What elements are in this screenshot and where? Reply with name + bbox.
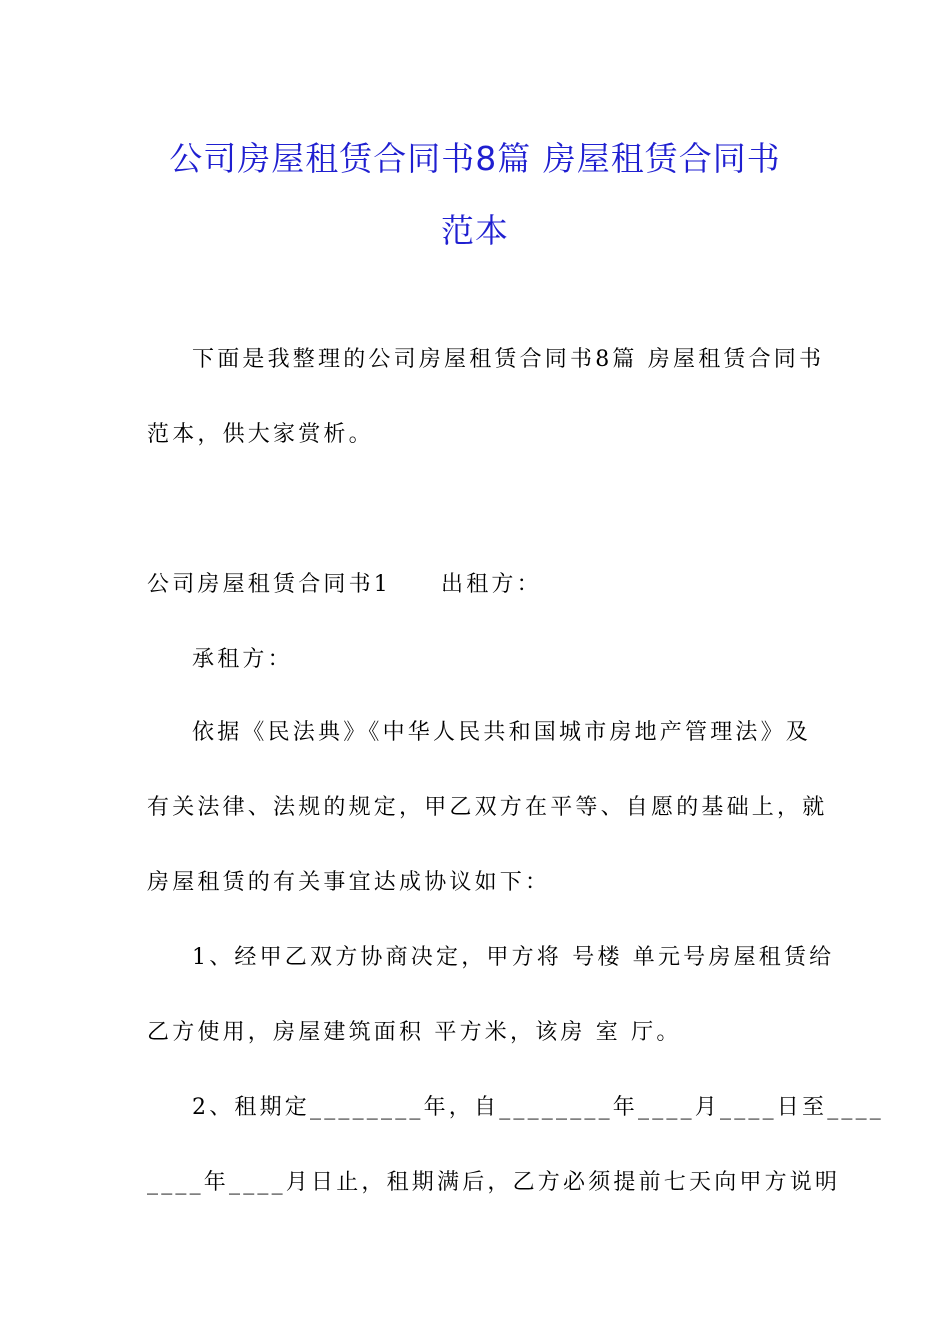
document-title-line-2: 范本: [441, 211, 509, 250]
document-title-line-1: 公司房屋租赁合同书8篇 房屋租赁合同书: [169, 139, 781, 178]
paragraph-1-line-3: 房屋租赁的有关事宜达成协议如下：: [147, 870, 551, 895]
contract-heading: 公司房屋租赁合同书1: [147, 572, 391, 597]
lessor-label: 出租方：: [441, 572, 542, 597]
paragraph-1-line-1: 依据《民法典》《中华人民共和国城市房地产管理法》及: [192, 720, 812, 745]
lessee-label: 承租方：: [192, 647, 293, 672]
clause-2-line-2: ____年____月日止，租期满后，乙方必须提前七天向甲方说明: [147, 1170, 841, 1195]
clause-1-line-1: 1、经甲乙双方协商决定，甲方将 号楼 单元号房屋租赁给: [192, 945, 835, 970]
clause-2-line-1: 2、租期定________年，自________年____月____日至____: [192, 1095, 884, 1120]
contract-heading-row: [147, 570, 542, 600]
clause-1-line-2: 乙方使用，房屋建筑面积 平方米，该房 室 厅。: [147, 1020, 682, 1045]
intro-line-2: 范本，供大家赏析。: [147, 422, 374, 447]
paragraph-1-line-2: 有关法律、法规的规定，甲乙双方在平等、自愿的基础上，就: [147, 795, 828, 820]
intro-line-1: 下面是我整理的公司房屋租赁合同书8篇 房屋租赁合同书: [192, 347, 825, 372]
